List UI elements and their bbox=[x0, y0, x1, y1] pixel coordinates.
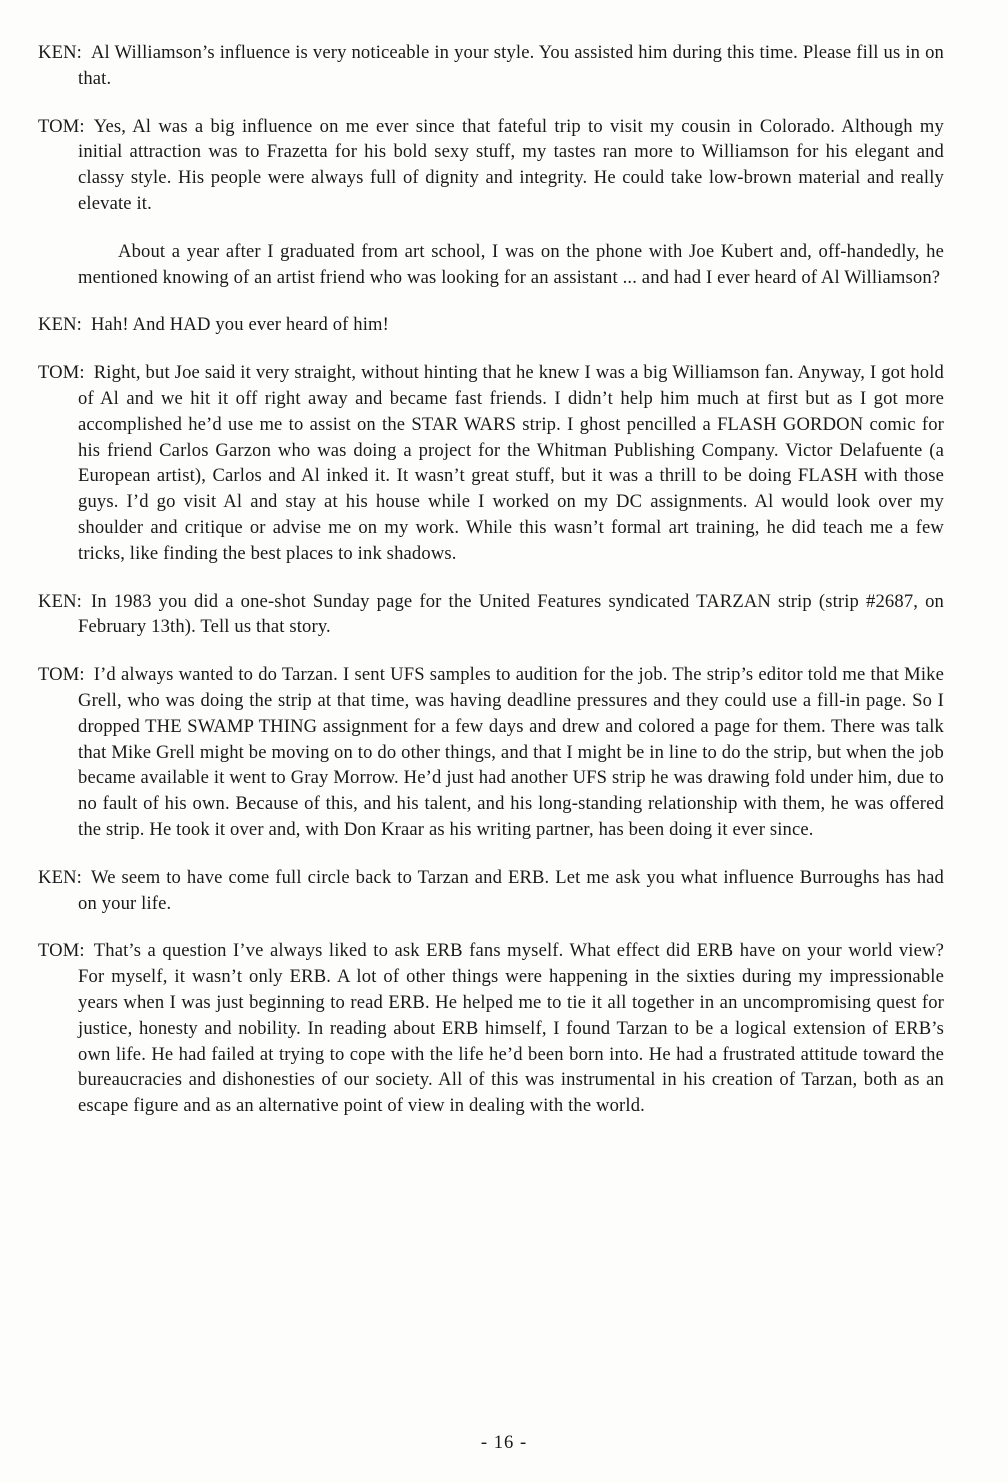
interview-paragraph-ken-1 bbox=[38, 40, 944, 92]
paragraph-text: I’d always wanted to do Tarzan. I sent UFS samples to audition for the job. The strip’s editor told me that Mike Grell, who was doing the strip at that time, was having deadline pressures and they could use a fill-in page. So I dropped THE SWAMP THING assignment for a few days and drew and colored a page for them. There was talk that Mike Grell might be moving on to do other things, and that I might be in line to do the strip, but when the job became available it went to Gray Morrow. He’d just had another UFS strip he was drawing fold under him, due to no fault of his own. Because of this, and his talent, and his long-standing relationship with them, he was offered the strip. He took it over and, with Don Kraar as his writing partner, has been doing it ever since. bbox=[78, 664, 944, 840]
interview-paragraph-tom-3 bbox=[38, 662, 944, 843]
paragraph-text: Yes, Al was a big influence on me ever since that fateful trip to visit my cousin in Colorado. Although my initial attraction was to Frazetta for his bold sexy stuff, my tastes ran more to Williamson for his elegant and classy style. His people were always full of dignity and integrity. He could take low-brown material and really elevate it. bbox=[78, 115, 944, 214]
speaker-label: TOM: bbox=[38, 940, 85, 962]
speaker-label: KEN: bbox=[38, 314, 82, 336]
speaker-label: KEN: bbox=[38, 42, 82, 63]
interview-paragraph-tom-1 bbox=[38, 114, 944, 217]
paragraph-text: That’s a question I’ve always liked to ask ERB fans myself. What effect did ERB have on your world view? For myself, it wasn’t only ERB. A lot of other things were happening in the sixties during my impressionable years when I was just beginning to read ERB. He helped me to tie it all together in an uncompromising quest for justice, honesty and nobility. In reading about ERB himself, I found Tarzan to be a logical extension of ERB’s own life. He had failed at trying to cope with the life he’d been born into. He had a frustrated attitude toward the bureaucracies and dishonesties of our society. All of this was instrumental in his creation of Tarzan, both as an escape figure and as an alternative point of view in dealing with the world. bbox=[78, 940, 944, 1117]
speaker-label: KEN: bbox=[38, 590, 82, 612]
speaker-label: TOM: bbox=[38, 115, 85, 137]
paragraph-text: Hah! And HAD you ever heard of him! bbox=[90, 314, 390, 336]
paragraph-text: We seem to have come full circle back to Tarzan and ERB. Let me ask you what influence Burroughs has had on your life. bbox=[78, 866, 944, 914]
interview-text bbox=[38, 40, 944, 1141]
page-number: - 16 - bbox=[480, 1432, 528, 1453]
paragraph-text: About a year after I graduated from art school, I was on the phone with Joe Kubert and, off-handedly, he mentioned knowing of an artist friend who was looking for an assistant ... and had I ever heard of Al Williamson? bbox=[78, 240, 944, 288]
interview-paragraph-tom-2 bbox=[38, 360, 944, 566]
interview-paragraph-tom-4 bbox=[38, 938, 944, 1119]
speaker-label: TOM: bbox=[38, 664, 85, 686]
interview-paragraph-ken-2 bbox=[38, 312, 944, 338]
paragraph-text: In 1983 you did a one-shot Sunday page for the United Features syndicated TARZAN strip (strip #2687, on February 13th). Tell us that story. bbox=[78, 590, 944, 638]
paragraph-text: Al Williamson’s influence is very noticeable in your style. You assisted him during this time. Please fill us in on that. bbox=[78, 42, 944, 89]
speaker-label: KEN: bbox=[38, 866, 82, 888]
interview-paragraph-tom-1-continued bbox=[38, 239, 944, 291]
interview-paragraph-ken-4 bbox=[38, 865, 944, 917]
interview-paragraph-ken-3 bbox=[38, 589, 944, 641]
speaker-label: TOM: bbox=[38, 362, 85, 384]
paragraph-text: Right, but Joe said it very straight, without hinting that he knew I was a big Williamson fan. Anyway, I got hold of Al and we hit it off right away and became fast friends. I didn’t help him much at first but as I got more accomplished he’d use me to assist on the STAR WARS strip. I ghost pencilled a FLASH GORDON comic for his friend Carlos Garzon who was doing a project for the Whitman Publishing Company. Victor Delafuente (a European artist), Carlos and Al inked it. It wasn’t great stuff, but it was a thrill to be doing FLASH with those guys. I’d go visit Al and stay at his house while I worked on my DC assignments. Al would look over my shoulder and critique or advise me on my work. While this wasn’t formal art training, he did teach me a few tricks, like finding the best places to ink shadows. bbox=[78, 362, 944, 564]
